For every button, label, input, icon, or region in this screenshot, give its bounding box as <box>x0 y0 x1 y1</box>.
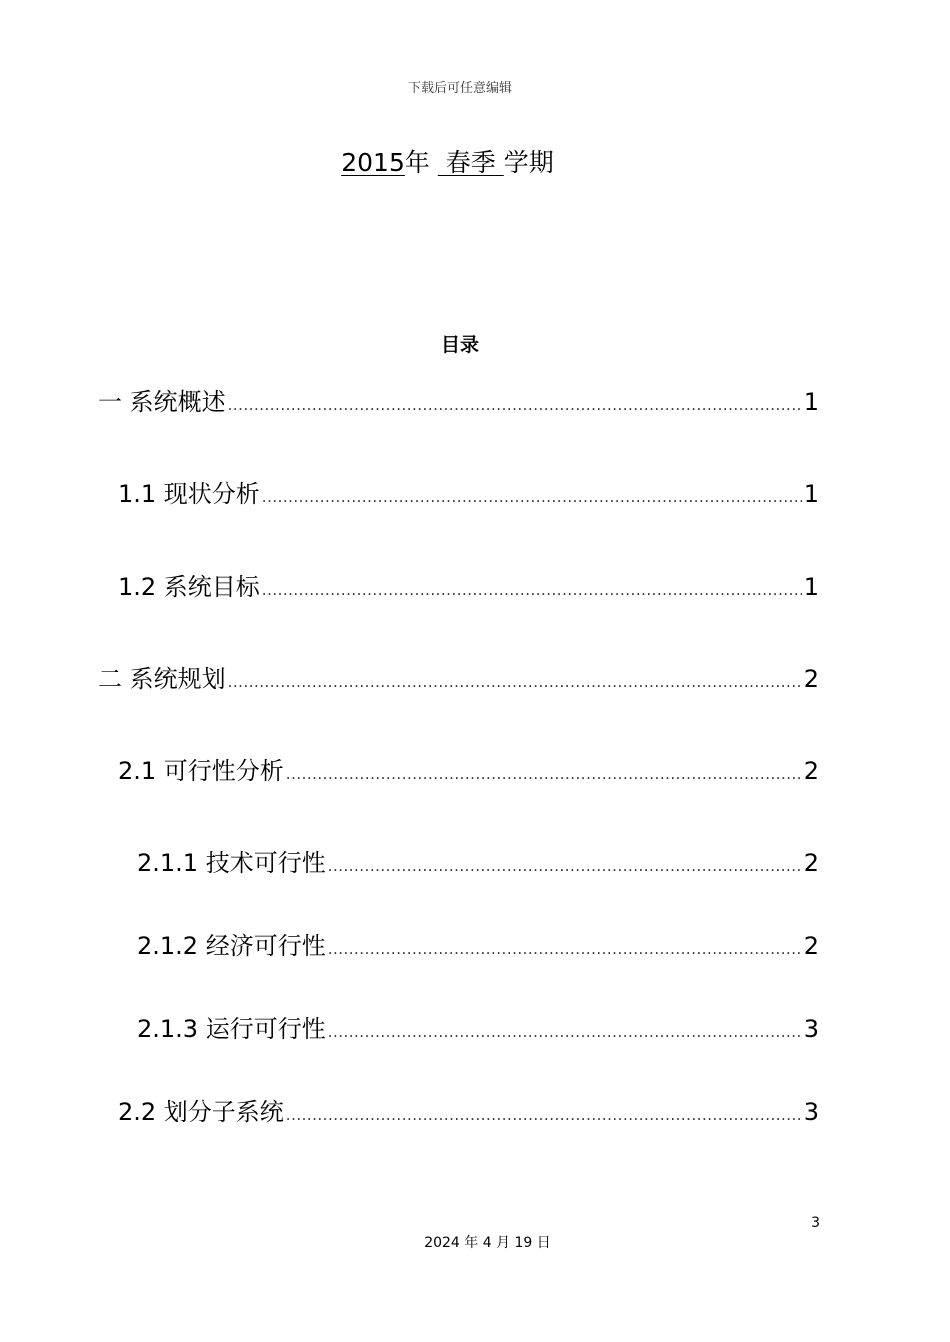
toc-entry-page: 2 <box>803 757 819 785</box>
toc-leader <box>286 1098 802 1132</box>
toc-entry[interactable] <box>118 477 819 511</box>
page-number: 3 <box>811 1215 820 1231</box>
toc-entry-label: 1.2 系统目标 <box>118 573 260 601</box>
toc-leader <box>328 849 802 883</box>
toc-entry-page: 2 <box>803 665 819 693</box>
toc-entry-label: 二 系统规划 <box>98 665 226 693</box>
toc-entry-label: 2.1.2 经济可行性 <box>137 932 326 960</box>
toc-entry-page: 1 <box>803 573 819 601</box>
term-year-suffix: 年 <box>404 148 430 177</box>
toc-entry[interactable] <box>98 385 819 419</box>
toc-entry-label: 2.1.1 技术可行性 <box>137 849 326 877</box>
toc-leader <box>262 573 802 607</box>
footer-date: 2024 年 4 月 19 日 <box>424 1235 551 1251</box>
term-season: 春季 <box>445 148 496 177</box>
toc-entry-label: 2.2 划分子系统 <box>118 1098 284 1126</box>
toc-heading: 目录 <box>440 334 479 356</box>
toc-entry[interactable] <box>137 929 819 963</box>
term-suffix: 学期 <box>503 148 554 177</box>
toc-entry[interactable] <box>118 754 819 788</box>
toc-entry-page: 2 <box>803 849 819 877</box>
toc-entry[interactable] <box>98 662 819 696</box>
toc-entry-label: 1.1 现状分析 <box>118 480 260 508</box>
term-title <box>0 143 895 179</box>
toc-leader <box>228 388 802 422</box>
toc-entry[interactable] <box>118 570 819 604</box>
toc-entry[interactable] <box>137 1012 819 1046</box>
toc-entry-label: 一 系统概述 <box>98 388 226 416</box>
toc-entry-page: 3 <box>803 1098 819 1126</box>
toc-entry-page: 1 <box>803 388 819 416</box>
toc-entry-label: 2.1.3 运行可行性 <box>137 1015 326 1043</box>
toc-entry-page: 1 <box>803 480 819 508</box>
toc-entry-page: 2 <box>803 932 819 960</box>
toc-leader <box>328 1015 802 1049</box>
toc-entry[interactable] <box>118 1095 819 1129</box>
toc-leader <box>228 665 802 699</box>
toc-entry-label: 2.1 可行性分析 <box>118 757 284 785</box>
toc-entry[interactable] <box>137 846 819 880</box>
toc-leader <box>328 932 802 966</box>
term-year: 2015 <box>341 148 405 177</box>
toc-leader <box>262 480 802 514</box>
toc-entry-page: 3 <box>803 1015 819 1043</box>
toc-leader <box>286 757 802 791</box>
header-note: 下载后可任意编辑 <box>407 81 512 96</box>
